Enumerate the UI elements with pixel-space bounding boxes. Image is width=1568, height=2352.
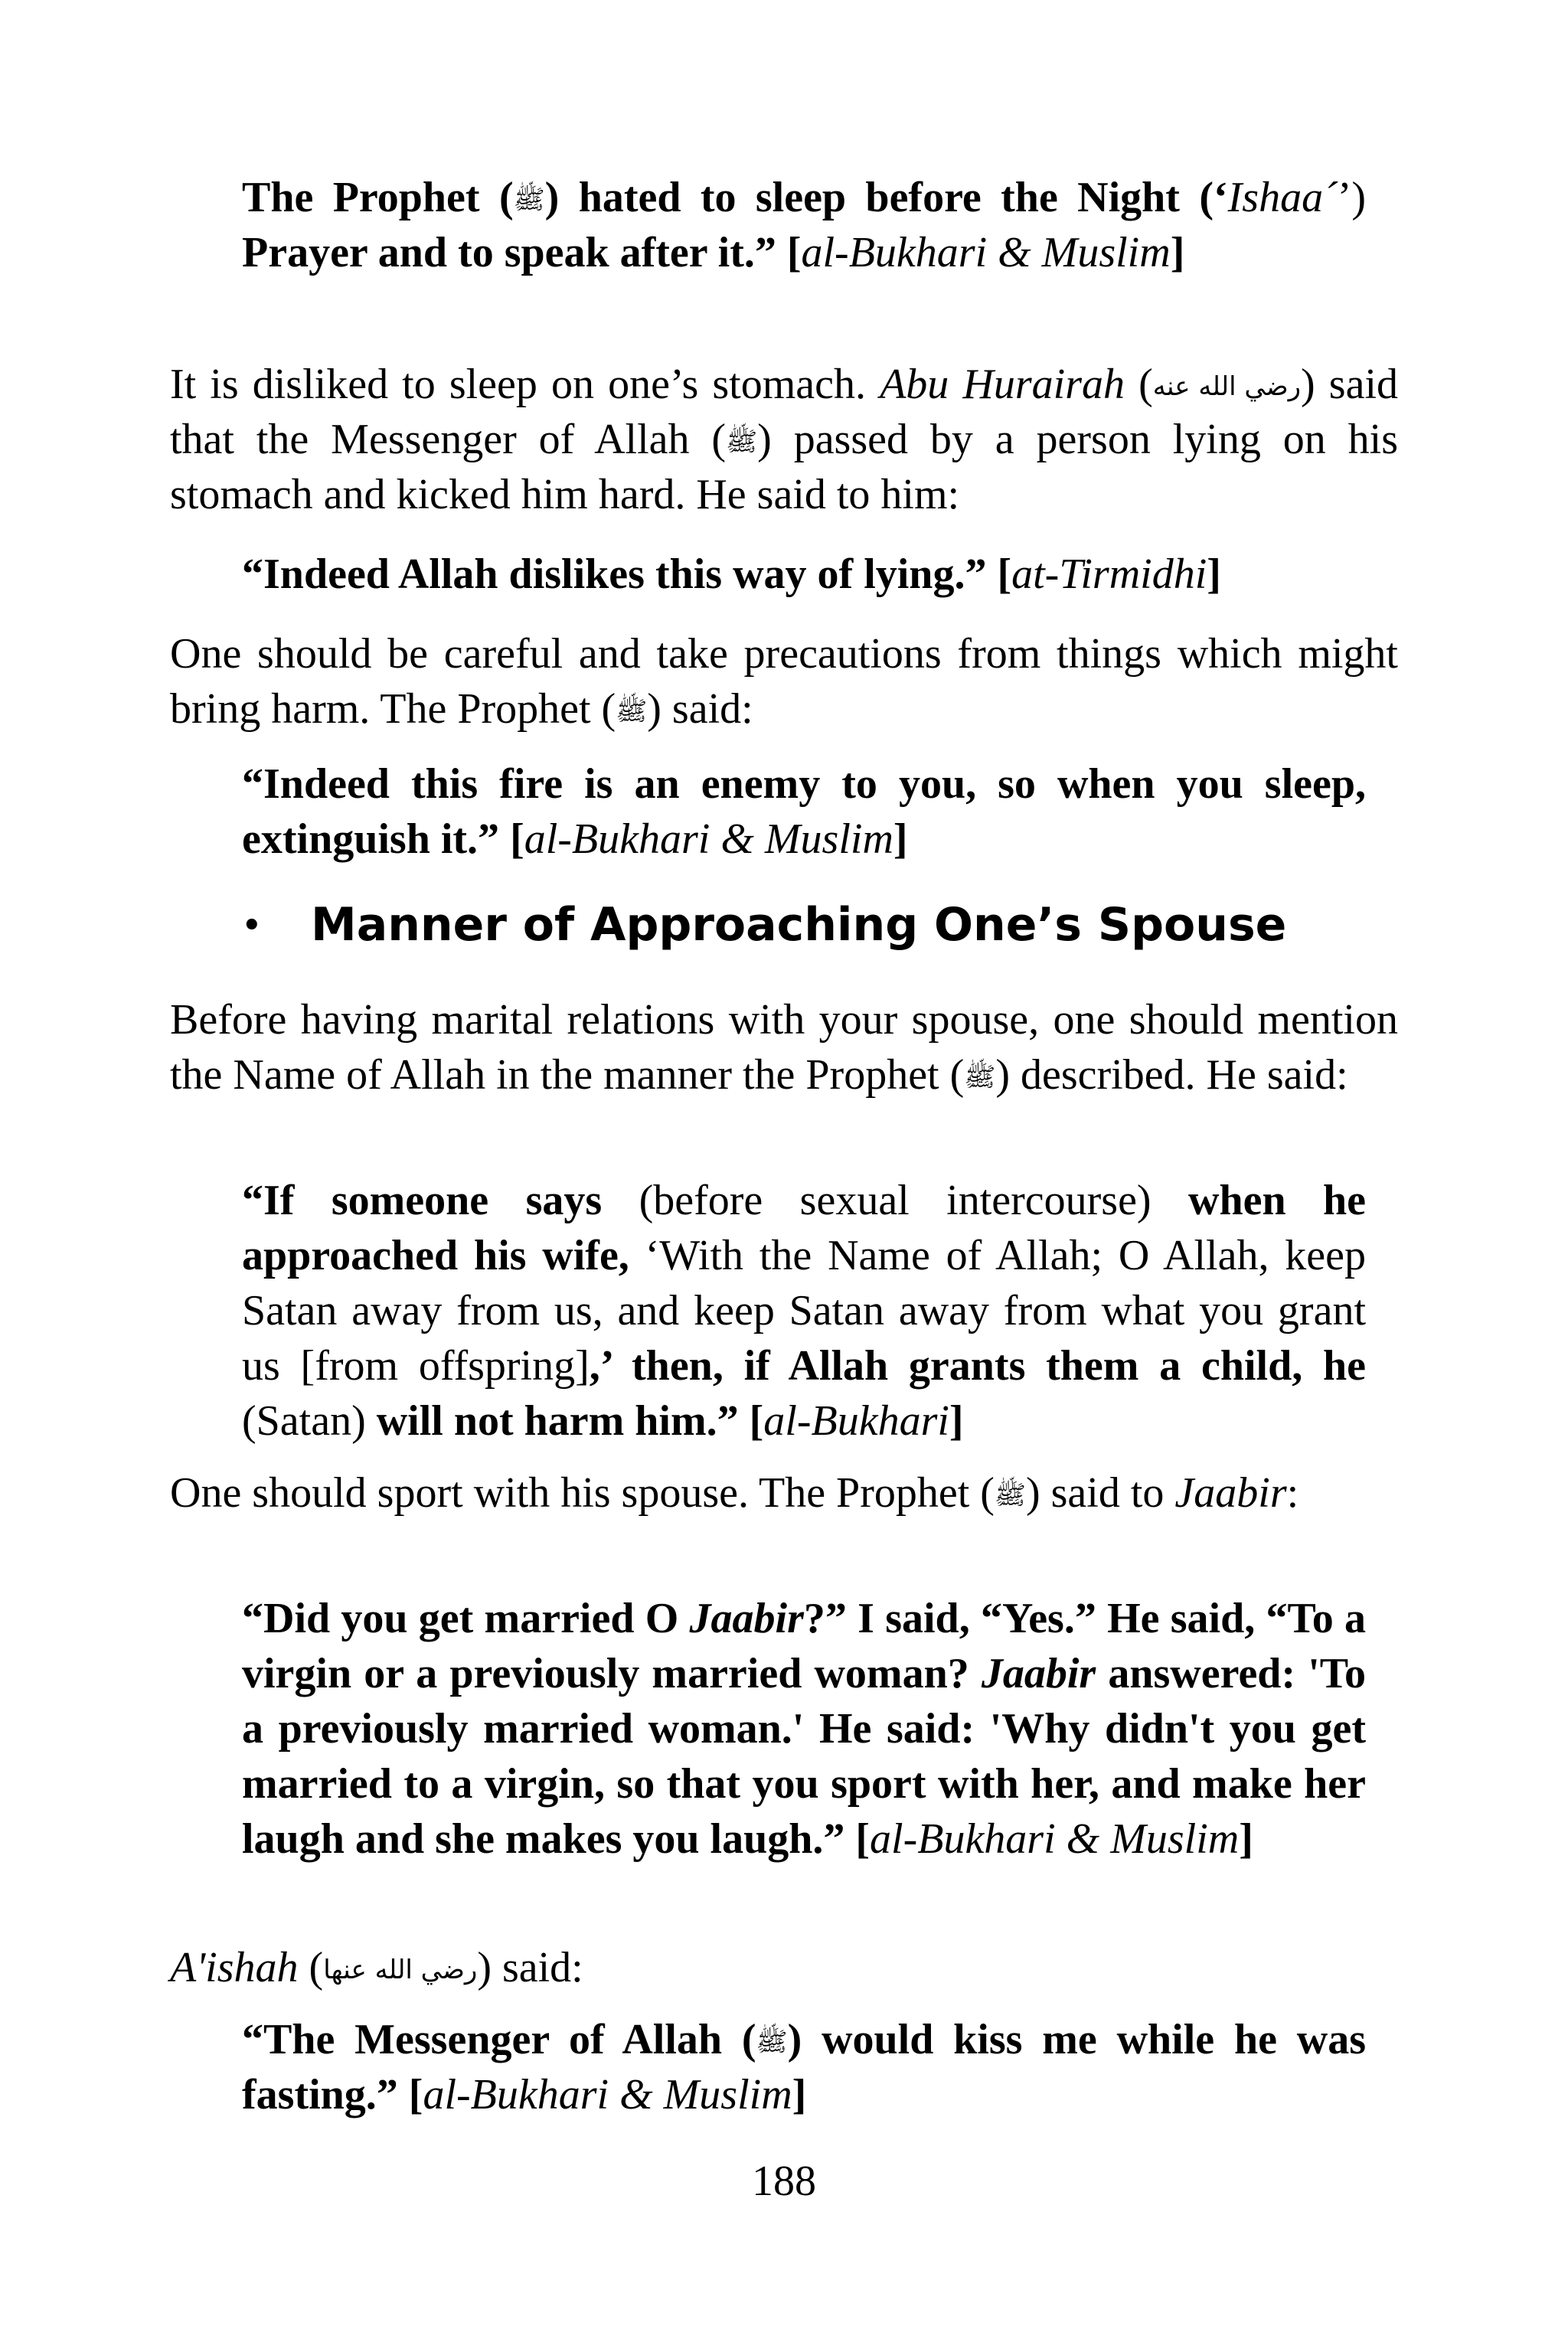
quote-text: ) bbox=[544, 174, 560, 221]
quote-text: “Did you get married O bbox=[242, 1595, 690, 1642]
paragraph-text: One should sport with his spouse. The Prophet ( bbox=[170, 1469, 995, 1517]
paragraph-aishah-said bbox=[170, 1940, 1398, 1995]
section-heading-text: Manner of Approaching One’s Spouse bbox=[311, 898, 1287, 952]
paragraph-precautions bbox=[170, 626, 1398, 737]
paragraph-text: ) said: bbox=[477, 1944, 583, 1991]
quote-text: (Satan) bbox=[242, 1397, 377, 1445]
quote-text: hated to sleep before the Night (‘ bbox=[559, 174, 1228, 221]
citation-bracket: [ bbox=[397, 2071, 423, 2118]
quote-text: will not harm him.” bbox=[376, 1397, 739, 1445]
paragraph-sleeping-on-stomach bbox=[170, 357, 1398, 522]
quote-term: Ishaa´ bbox=[1227, 174, 1338, 221]
citation-source: al-Bukhari bbox=[763, 1397, 949, 1445]
quote-text: ( bbox=[722, 2016, 756, 2063]
paragraph-sport-with-spouse bbox=[170, 1465, 1398, 1521]
person-name: Jaabir bbox=[981, 1650, 1096, 1697]
salutation-glyph: ﷺ bbox=[964, 1062, 996, 1093]
salutation-glyph: ﷺ bbox=[756, 2027, 788, 2057]
paragraph-text: ) said: bbox=[647, 685, 753, 733]
salutation-glyph: ﷺ bbox=[616, 696, 648, 727]
quote-text: when he approached his wife, bbox=[242, 1177, 1367, 1279]
citation-bracket: [ bbox=[844, 1815, 871, 1863]
paragraph-text: One should be careful and take precautions from things which might bring harm. The Prophet ( bbox=[170, 630, 1398, 733]
citation-bracket: ] bbox=[949, 1397, 964, 1445]
citation-source: al-Bukhari & Muslim bbox=[524, 815, 893, 863]
citation-bracket: [ bbox=[776, 229, 802, 276]
paragraph-text: ) passed by a person lying on his stomach and kicked him hard. He said to him: bbox=[170, 416, 1398, 518]
paragraph-text: : bbox=[1286, 1469, 1299, 1517]
paragraph-mention-name bbox=[170, 992, 1398, 1102]
quote-text: ,’ then, if Allah grants them a child, he bbox=[589, 1342, 1366, 1390]
person-name: Jaabir bbox=[689, 1595, 804, 1642]
paragraph-text: ) described. He said: bbox=[995, 1051, 1348, 1099]
citation-source: at-Tirmidhi bbox=[1011, 550, 1207, 598]
quote-text: ( bbox=[498, 174, 514, 221]
hadith-quote-supplication bbox=[242, 1173, 1366, 1449]
citation-source: al-Bukhari & Muslim bbox=[870, 1815, 1240, 1863]
citation-bracket: ] bbox=[792, 2071, 807, 2118]
quote-text: The Prophet bbox=[242, 174, 480, 221]
citation-bracket: [ bbox=[986, 550, 1012, 598]
quote-text: “If someone says bbox=[242, 1177, 603, 1224]
paragraph-text: ( bbox=[298, 1944, 324, 1991]
narrator-name: A'ishah bbox=[170, 1944, 299, 1991]
citation-bracket: [ bbox=[499, 815, 524, 863]
citation-source: al-Bukhari & Muslim bbox=[423, 2071, 792, 2118]
citation-bracket: ] bbox=[1239, 1815, 1253, 1863]
person-name: Jaabir bbox=[1174, 1469, 1287, 1517]
hadith-quote-way-of-lying bbox=[242, 547, 1366, 602]
quote-text: ’) bbox=[1337, 174, 1367, 221]
section-heading bbox=[242, 894, 1390, 956]
quote-text: “The Messenger of Allah bbox=[242, 2016, 723, 2063]
salutation-glyph: رضي الله عنه bbox=[1152, 371, 1302, 402]
quote-text: ) bbox=[787, 2016, 822, 2063]
paragraph-text: ( bbox=[1124, 361, 1153, 408]
hadith-quote-kiss-while-fasting bbox=[242, 2012, 1366, 2122]
quote-text: “Indeed Allah dislikes this way of lying.” bbox=[242, 550, 987, 598]
hadith-quote-sleep-before-isha bbox=[242, 170, 1366, 280]
citation-bracket: ] bbox=[893, 815, 908, 863]
quote-text: would kiss me while he was fasting.” bbox=[242, 2016, 1366, 2118]
salutation-glyph: ﷺ bbox=[513, 185, 545, 215]
quote-text: (before sexual intercourse) bbox=[602, 1177, 1188, 1224]
quote-text: “Indeed this fire is an enemy to you, so when you sleep, extinguish it.” bbox=[242, 760, 1366, 863]
salutation-glyph: ﷺ bbox=[726, 426, 758, 457]
narrator-name: Abu Hurairah bbox=[880, 361, 1125, 408]
quote-text: ?” I said, “Yes.” He said, “To a virgin or a previously married woman? bbox=[242, 1595, 1366, 1697]
bullet-icon: • bbox=[242, 908, 262, 943]
citation-bracket: ] bbox=[1207, 550, 1221, 598]
quote-text: Prayer and to speak after it.” bbox=[242, 229, 776, 276]
citation-bracket: [ bbox=[738, 1397, 764, 1445]
citation-bracket: ] bbox=[1170, 229, 1185, 276]
paragraph-text: Before having marital relations with your spouse, one should mention the Name of Allah in the manner the Prophet ( bbox=[170, 996, 1398, 1099]
salutation-glyph: رضي الله عنها bbox=[323, 1955, 478, 1985]
citation-source: al-Bukhari & Muslim bbox=[801, 229, 1171, 276]
paragraph-text: ) said that the Messenger of Allah ( bbox=[170, 361, 1398, 463]
hadith-quote-jaabir bbox=[242, 1591, 1366, 1867]
paragraph-text: It is disliked to sleep on one’s stomach. bbox=[170, 361, 880, 408]
paragraph-text: ) said to bbox=[1025, 1469, 1175, 1517]
page-number: 188 bbox=[752, 2158, 816, 2205]
quote-text: ‘With the Name of Allah; O Allah, keep Satan away from us, and keep Satan away from what you grant us [from offspring] bbox=[242, 1232, 1366, 1390]
salutation-glyph: ﷺ bbox=[994, 1480, 1026, 1511]
hadith-quote-fire bbox=[242, 756, 1366, 867]
quote-text: answered: 'To a previously married woman.' He said: 'Why didn't you get married to a virgin, so that you sport with her, and make her laugh and she makes you laugh.” bbox=[242, 1650, 1366, 1863]
